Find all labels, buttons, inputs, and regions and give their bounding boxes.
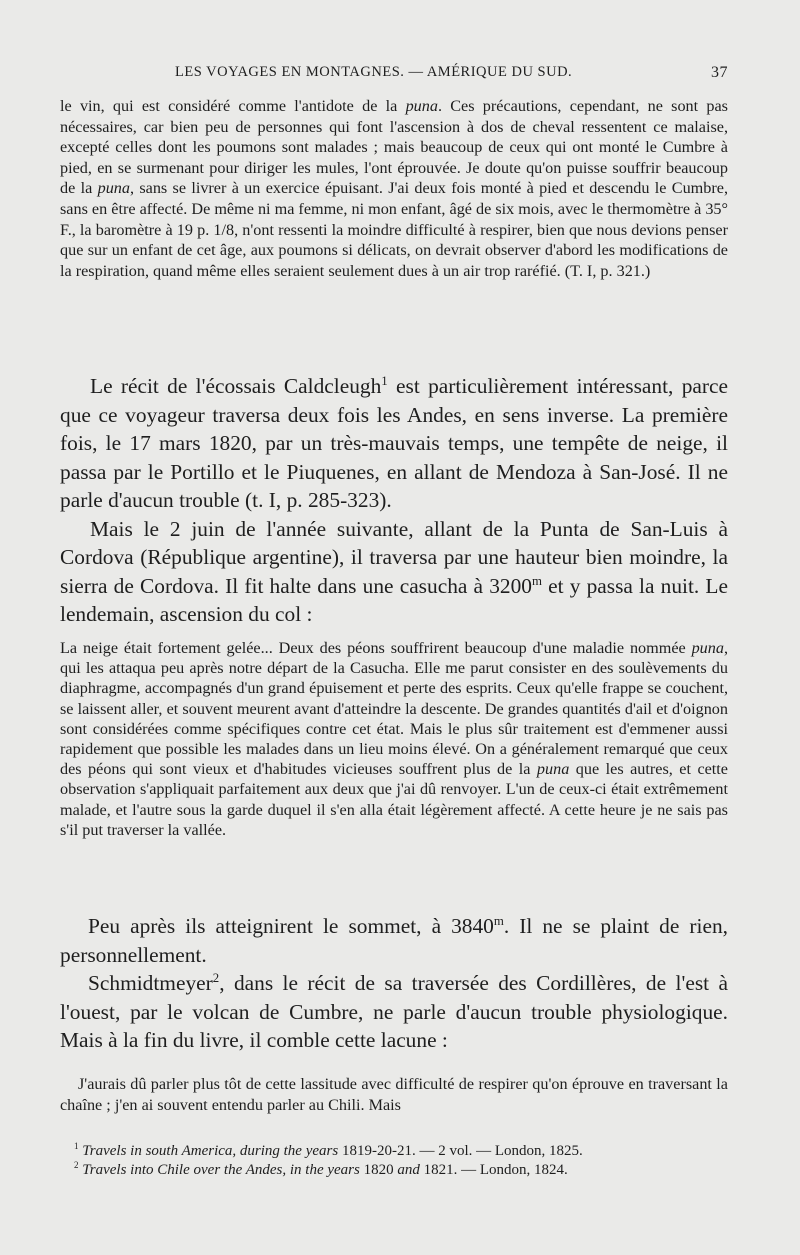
paragraph-caldcleugh: Le récit de l'écossais Caldcleugh$^1$ est particulièrement intéressant, parce que ce voyageur traversa deux fois les Andes, en sens inverse. La première fois, le 17 mars 1820, par un très-mauvais temps, une tempête de neige, il passa par le Portillo et le Piuquenes, en allant de Mendoza à San-José. Il ne parle d'aucun trouble (t. I, p. 285-323). bbox=[60, 373, 728, 512]
quote-paragraph: le vin, qui est considéré comme l'antidote de la puna. Ces précautions, cependant, ne sont pas nécessaires, car bien peu de personnes qui font l'ascension à dos de cheval ressentent ce malaise, excepté celles dont les poumons sont malades ; mais beaucoup de ceux qui ont monté le Cumbre à pied, en se surmenant pour diriger les mules, l'ont éprouvée. Je doute qu'on puisse souffrir beaucoup de la puna, sans se livrer à un exercice épuisant. J'ai deux fois monté à pied et descendu le Cumbre, sans en être affecté. De même ni ma femme, ni mon enfant, âgé de six mois, avec le thermomètre à 35° F., la baromètre à 19 p. 1/8, n'ont ressenti la moindre difficulté à respirer, bien que nous devions penser que sur un enfant de cet âge, aux poumons si délicats, on devrait observer d'abord les modifications de la respiration, quand même elles seraient seulement dues à un air trop raréfié. (T. I, p. 321.) bbox=[60, 97, 728, 280]
quotation-continued bbox=[60, 96, 728, 281]
paragraph-schmidtmeyer: Schmidtmeyer$^2$, dans le récit de sa traversée des Cordillères, de l'est à l'ouest, par le volcan de Cumbre, ne parle d'aucun trouble physiologique. Mais à la fin du livre, il comble cette lacune : bbox=[60, 970, 728, 1052]
paragraph-second-crossing: Mais le 2 juin de l'année suivante, allant de la Punta de San-Luis à Cordova (République argentine), il traversa par une hauteur bien moindre, la sierra de Cordova. Il fit halte dans une casucha à 3200$^m$ et y passa la nuit. Le lendemain, ascension du col : bbox=[60, 516, 728, 626]
main-text-section-1 bbox=[60, 372, 728, 629]
footnote-2: $^2$ Travels into Chile over the Andes, in the years 1820 and 1821. — London, 1824. bbox=[74, 1160, 568, 1178]
footnote-1: $^1$ Travels in south America, during the years 1819-20-21. — 2 vol. — London, 1825. bbox=[74, 1141, 583, 1159]
quote-paragraph: La neige était fortement gelée... Deux des péons souffrirent beaucoup d'une maladie nommée puna, qui les attaqua peu après notre départ de la Casucha. Elle me parut consister en des soulèvements du diaphragme, accompagnés d'un grand épuisement et perte des esprits. Ceux qu'elle frappe se couchent, se laissent aller, et souvent meurent avant d'atteindre la descente. De grandes quantités d'ail et d'oignon sont considérées comme spécifiques contre cet état. Mais le plus sûr traitement est d'emmener aussi rapidement que possible les malades dans un lieu moins élevé. On a généralement remarqué que ceux des péons qui sont vieux et d'habitudes vicieuses souffrent plus de la puna que les autres, et cette observation s'appliquait parfaitement aux deux que j'ai dû renvoyer. L'un de ceux-ci était extrêmement malade, et l'autre sous la garde duquel il s'en alla était légèrement affecté. A cette heure je ne sais pas s'il put traverser la vallée. bbox=[60, 639, 728, 839]
main-text-section-2 bbox=[60, 912, 728, 1055]
paragraph-summit: Peu après ils atteignirent le sommet, à 3840$^m$. Il ne se plaint de rien, personnellement. bbox=[60, 913, 728, 967]
page-number: 37 bbox=[711, 64, 728, 81]
quotation-puna bbox=[60, 638, 728, 840]
quotation-lassitude bbox=[60, 1074, 728, 1116]
footnote-ref-1: 1 bbox=[381, 373, 388, 388]
footnote-ref-2: 2 bbox=[212, 970, 220, 985]
quote-paragraph: J'aurais dû parler plus tôt de cette lassitude avec difficulté de respirer qu'on éprouve en traversant la chaîne ; j'en ai souvent entendu parler au Chili. Mais bbox=[60, 1075, 728, 1114]
footnotes bbox=[60, 1142, 728, 1180]
running-title: LES VOYAGES EN MONTAGNES. — AMÉRIQUE DU SUD. bbox=[175, 64, 573, 80]
running-header bbox=[60, 64, 740, 86]
